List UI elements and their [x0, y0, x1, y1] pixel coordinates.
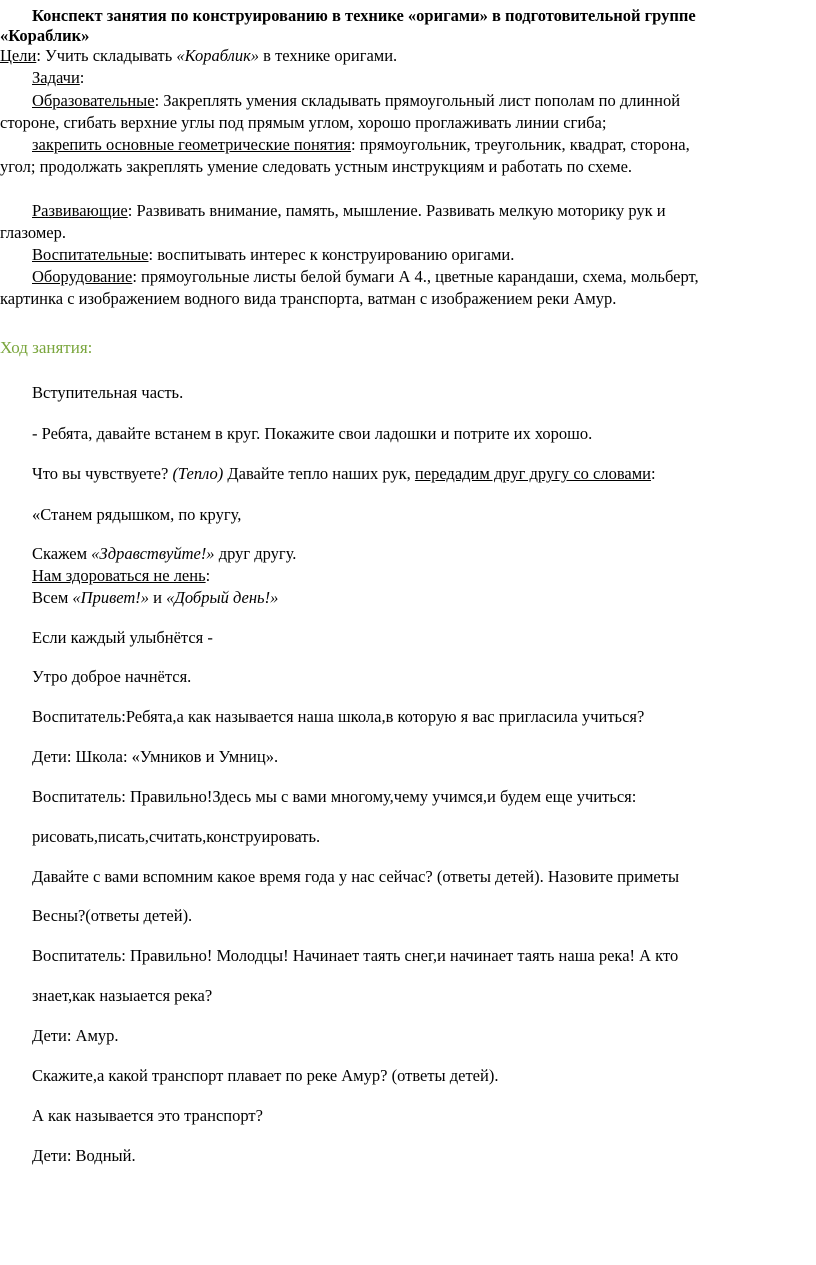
tasks-line: Задачи:	[32, 68, 85, 87]
paragraph-line: Воспитатель:Ребята,а как называется наша школа,в которую я вас пригласила учиться?	[32, 707, 645, 726]
paragraph-line: рисовать,писать,считать,конструировать.	[32, 827, 321, 846]
poem-line: Утро доброе начнётся.	[32, 667, 192, 686]
upb-label: Воспитательные	[32, 245, 149, 264]
intro-line: Вступительная часть.	[32, 383, 184, 402]
paragraph-line: Весны?(ответы детей).	[32, 906, 193, 925]
paragraph-line: - Ребята, давайте встанем в круг. Покажите свои ладошки и потрите их хорошо.	[32, 424, 593, 443]
paragraph-line: Дети: Амур.	[32, 1026, 119, 1045]
edu-label: Образовательные	[32, 91, 155, 110]
edu-line-1: Образовательные: Закреплять умения складывать прямоугольный лист пополам по длинной	[32, 91, 681, 110]
goals-label: Цели	[0, 46, 37, 65]
paragraph-line: Воспитатель: Правильно!Здесь мы с вами многому,чему учимся,и будем еще учиться:	[32, 787, 637, 806]
paragraph-line: Что вы чувствуете? (Тепло) Давайте тепло наших рук, передадим друг другу со словами:	[32, 464, 656, 483]
poem-line: Скажем «Здравствуйте!» друг другу.	[32, 544, 297, 563]
upb-line: Воспитательные: воспитывать интерес к конструированию оригами.	[32, 245, 515, 264]
goals-line: Цели: Учить складывать «Кораблик» в технике оригами.	[0, 46, 398, 65]
paragraph-line: Давайте с вами вспомним какое время года у нас сейчас? (ответы детей). Назовите приметы	[32, 867, 680, 886]
equipment-line-1: Оборудование: прямоугольные листы белой бумаги А 4., цветные карандаши, схема, мольберт,	[32, 267, 699, 286]
paragraph-line: Воспитатель: Правильно! Молодцы! Начинает таять снег,и начинает таять наша река! А кто	[32, 946, 679, 965]
dev-line-2: глазомер.	[0, 223, 66, 242]
poem-line: «Станем рядышком, по кругу,	[32, 505, 242, 524]
poem-line: Всем «Привет!» и «Добрый день!»	[32, 588, 279, 607]
paragraph-line: знает,как назыается река?	[32, 986, 213, 1005]
title-line-1: Конспект занятия по конструированию в технике «оригами» в подготовительной группе	[32, 6, 696, 25]
geo-label: закрепить основные геометрические понятия	[32, 135, 352, 154]
paragraph-line: Дети: Водный.	[32, 1146, 136, 1165]
poem-line: Нам здороваться не лень:	[32, 566, 211, 585]
course-heading: Ход занятия:	[0, 338, 93, 357]
title-line-2: «Кораблик»	[0, 26, 90, 45]
dev-line-1: Развивающие: Развивать внимание, память, мышление. Развивать мелкую моторику рук и	[32, 201, 666, 220]
equipment-line-2: картинка с изображением водного вида транспорта, ватман с изображением реки Амур.	[0, 289, 617, 308]
paragraph-line: А как называется это транспорт?	[32, 1106, 263, 1125]
equipment-label: Оборудование	[32, 267, 133, 286]
edu-line-2: стороне, сгибать верхние углы под прямым углом, хорошо проглаживать линии сгиба;	[0, 113, 607, 132]
dev-label: Развивающие	[32, 201, 128, 220]
paragraph-line: Дети: Школа: «Умников и Умниц».	[32, 747, 279, 766]
poem-line: Если каждый улыбнётся -	[32, 628, 213, 647]
paragraph-line: Скажите,а какой транспорт плавает по реке Амур? (ответы детей).	[32, 1066, 499, 1085]
geo-line-2: угол; продолжать закреплять умение следовать устным инструкциям и работать по схеме.	[0, 157, 633, 176]
geo-line-1: закрепить основные геометрические понятия: прямоугольник, треугольник, квадрат, сторона,	[32, 135, 690, 154]
tasks-label: Задачи	[32, 68, 80, 87]
